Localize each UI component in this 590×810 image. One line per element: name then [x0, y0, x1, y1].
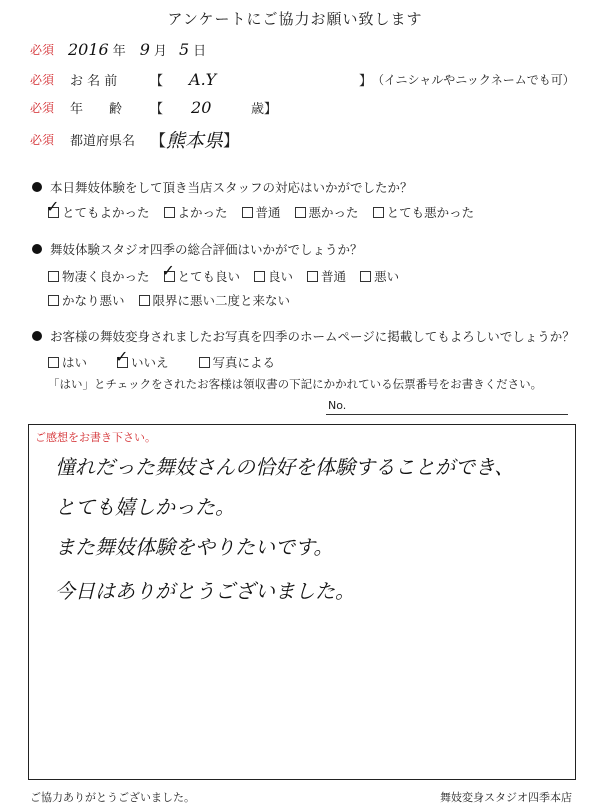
survey-title: アンケートにご協力お願い致します: [167, 10, 423, 28]
q1-option-very-bad[interactable]: とても悪かった: [373, 203, 475, 221]
comment-box[interactable]: [28, 424, 576, 780]
comment-caption: ご感想をお書き下さい。: [35, 431, 156, 444]
q1-option-bad[interactable]: 悪かった: [295, 203, 359, 221]
date-day-unit: 日: [193, 44, 207, 59]
receipt-note: 「はい」とチェックをされたお客様は領収書の下記にかかれている伝票番号をお書きください。: [48, 377, 543, 391]
q3-option-yes[interactable]: はい: [48, 353, 87, 371]
prefecture-bracket-close: 】: [223, 131, 240, 150]
checkbox-icon[interactable]: [48, 357, 59, 368]
q2-option-bad[interactable]: 悪い: [360, 267, 399, 285]
q3-option-no[interactable]: ✓ いいえ: [115, 347, 169, 370]
age-unit: 歳】: [251, 102, 278, 117]
question-1-options: [46, 197, 488, 221]
footer-shop-name: 舞妓変身スタジオ四季本店: [440, 791, 572, 804]
question-2-options-row2: [48, 291, 304, 309]
question-2: [32, 240, 363, 258]
name-bracket-open: 【: [150, 74, 164, 89]
q1-option-normal[interactable]: 普通: [242, 203, 281, 221]
name-row: [30, 70, 575, 89]
checkbox-icon[interactable]: [199, 357, 210, 368]
date-month-value[interactable]: 9: [139, 40, 150, 59]
checkbox-icon[interactable]: [139, 295, 150, 306]
question-1: [32, 178, 413, 196]
checkbox-icon[interactable]: [295, 207, 306, 218]
q2-option-normal[interactable]: 普通: [307, 267, 346, 285]
required-badge: 必須: [30, 73, 55, 87]
bullet-icon: [32, 331, 42, 341]
q2-option-excellent[interactable]: 物凄く良かった: [48, 267, 150, 285]
check-mark-icon: ✓: [46, 197, 60, 216]
checkbox-icon[interactable]: [48, 271, 59, 282]
date-row: [30, 40, 206, 59]
question-1-text: 本日舞妓体験をして頂き当店スタッフの対応はいかがでしたか？: [50, 180, 413, 195]
checkbox-icon[interactable]: [48, 295, 59, 306]
checkbox-icon[interactable]: [360, 271, 371, 282]
required-badge: 必須: [30, 133, 55, 147]
prefecture-row: [30, 126, 239, 153]
name-label: お 名 前: [70, 74, 118, 89]
question-2-text: 舞妓体験スタジオ四季の総合評価はいかがでしょうか？: [50, 242, 363, 257]
comment-line-3: また舞妓体験をやりたいです。: [55, 535, 334, 559]
prefecture-value[interactable]: 熊本県: [166, 130, 224, 152]
receipt-no-label: No.: [328, 399, 347, 412]
date-day-value[interactable]: 5: [178, 40, 190, 59]
name-value[interactable]: A.Y: [189, 70, 217, 89]
date-month-unit: 月: [153, 44, 167, 59]
name-note: （イニシャルやニックネームでも可）: [372, 73, 575, 87]
question-3-options: [48, 347, 289, 371]
checkbox-icon[interactable]: [254, 271, 265, 282]
bullet-icon: [32, 244, 42, 254]
comment-line-2: とても嬉しかった。: [55, 495, 235, 519]
date-year-unit: 年: [112, 44, 126, 59]
age-label: 年 齢: [70, 102, 123, 117]
comment-line-1: 憧れだった舞妓さんの恰好を体験することができ、: [55, 455, 515, 479]
checkbox-icon[interactable]: [373, 207, 384, 218]
age-bracket-open: 【: [150, 102, 164, 117]
bullet-icon: [32, 182, 42, 192]
prefecture-label: 都道府県名: [70, 134, 136, 149]
prefecture-bracket-open: 【: [150, 131, 167, 150]
required-badge: 必須: [30, 101, 55, 115]
checkbox-icon[interactable]: [307, 271, 318, 282]
question-3-text: お客様の舞妓変身されましたお写真を四季のホームページに掲載してもよろしいでしょうか？: [50, 329, 575, 344]
q1-option-good[interactable]: よかった: [164, 203, 228, 221]
required-badge: 必須: [30, 43, 55, 57]
check-mark-icon: ✓: [115, 347, 129, 366]
q2-option-good[interactable]: 良い: [254, 267, 293, 285]
footer-thanks: ご協力ありがとうございました。: [30, 791, 195, 804]
checkbox-icon[interactable]: [164, 207, 175, 218]
date-year-value[interactable]: 2016: [68, 40, 109, 59]
q1-option-very-good[interactable]: ✓ とてもよかった: [46, 197, 150, 220]
check-mark-icon: ✓: [161, 261, 175, 280]
age-value[interactable]: 20: [191, 98, 212, 117]
name-bracket-close: 】: [359, 74, 373, 89]
receipt-no-field[interactable]: [326, 414, 568, 415]
q3-option-depends[interactable]: 写真による: [199, 353, 276, 371]
q2-option-quite-bad[interactable]: かなり悪い: [48, 291, 125, 309]
age-row: [30, 98, 277, 117]
comment-line-4: 今日はありがとうございました。: [55, 579, 355, 603]
q2-option-worst[interactable]: 限界に悪い二度と来ない: [139, 291, 291, 309]
question-2-options-row1: [48, 261, 413, 285]
q2-option-very-good[interactable]: ✓ とても良い: [161, 261, 241, 284]
question-3: [32, 327, 575, 345]
checkbox-icon[interactable]: [242, 207, 253, 218]
